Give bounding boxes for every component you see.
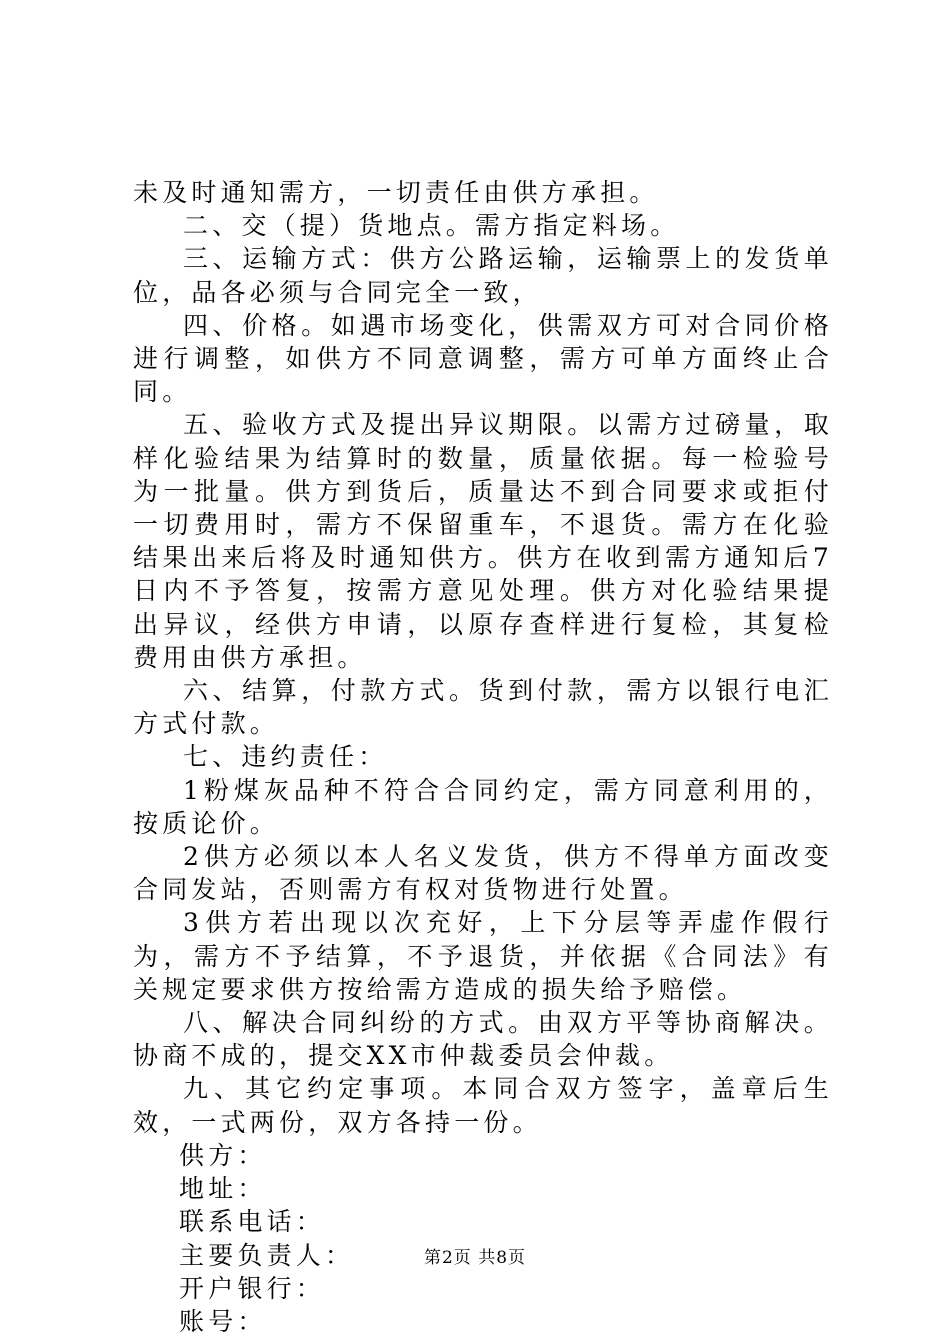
paragraph-acceptance: 五、验收方式及提出异议期限。以需方过磅量，取样化验结果为结算时的数量，质量依据。每一检验号为一批量。供方到货后，质量达不到合同要求或拒付一切费用时，需方不保留重车，不退货。需方在化验结果出来后将及时通知供方。供方在收到需方通知后7日内不予答复，按需方意见处理。供方对化验结果提出异议，经供方申请，以原存查样进行复检，其复检费用由供方承担。: [133, 410, 833, 672]
paragraph-delivery-location: 二、交（提）货地点。需方指定料场。: [183, 211, 680, 241]
paragraph-price: 四、价格。如遇市场变化，供需双方可对合同价格进行调整，如供方不同意调整，需方可单方面终止合同。: [133, 310, 833, 407]
paragraph-continuation: 未及时通知需方，一切责任由供方承担。: [133, 178, 659, 207]
paragraph-liability-1: 1粉煤灰品种不符合合同约定，需方同意利用的，按质论价。: [133, 775, 833, 838]
field-phone: 联系电话：: [179, 1207, 326, 1237]
paragraph-transport-method: 三、运输方式：供方公路运输，运输票上的发货单位，品各必须与合同完全一致，: [133, 244, 833, 307]
field-address: 地址：: [179, 1174, 267, 1204]
paragraph-settlement: 六、结算，付款方式。货到付款，需方以银行电汇方式付款。: [133, 676, 833, 739]
field-account: 账号：: [179, 1306, 267, 1336]
page-number-footer: 第2页 共8页: [423, 1248, 527, 1268]
field-supplier: 供方：: [179, 1140, 267, 1170]
paragraph-liability-3: 3供方若出现以次充好，上下分层等弄虚作假行为，需方不予结算，不予退货，并依据《合同法》有关规定要求供方按给需方造成的损失给予赔偿。: [133, 908, 833, 1004]
field-bank: 开户银行：: [179, 1273, 326, 1303]
paragraph-other-terms: 九、其它约定事项。本同合双方签字，盖章后生效，一式两份，双方各持一份。: [133, 1074, 833, 1137]
paragraph-liability-heading: 七、违约责任：: [183, 742, 388, 772]
paragraph-dispute: 八、解决合同纠纷的方式。由双方平等协商解决。协商不成的，提交XX市仲裁委员会仲裁。: [133, 1008, 833, 1071]
field-responsible-person: 主要负责人：: [179, 1240, 355, 1270]
paragraph-liability-2: 2供方必须以本人名义发货，供方不得单方面改变合同发站，否则需方有权对货物进行处置。: [133, 842, 833, 905]
document-body: [133, 176, 833, 1338]
